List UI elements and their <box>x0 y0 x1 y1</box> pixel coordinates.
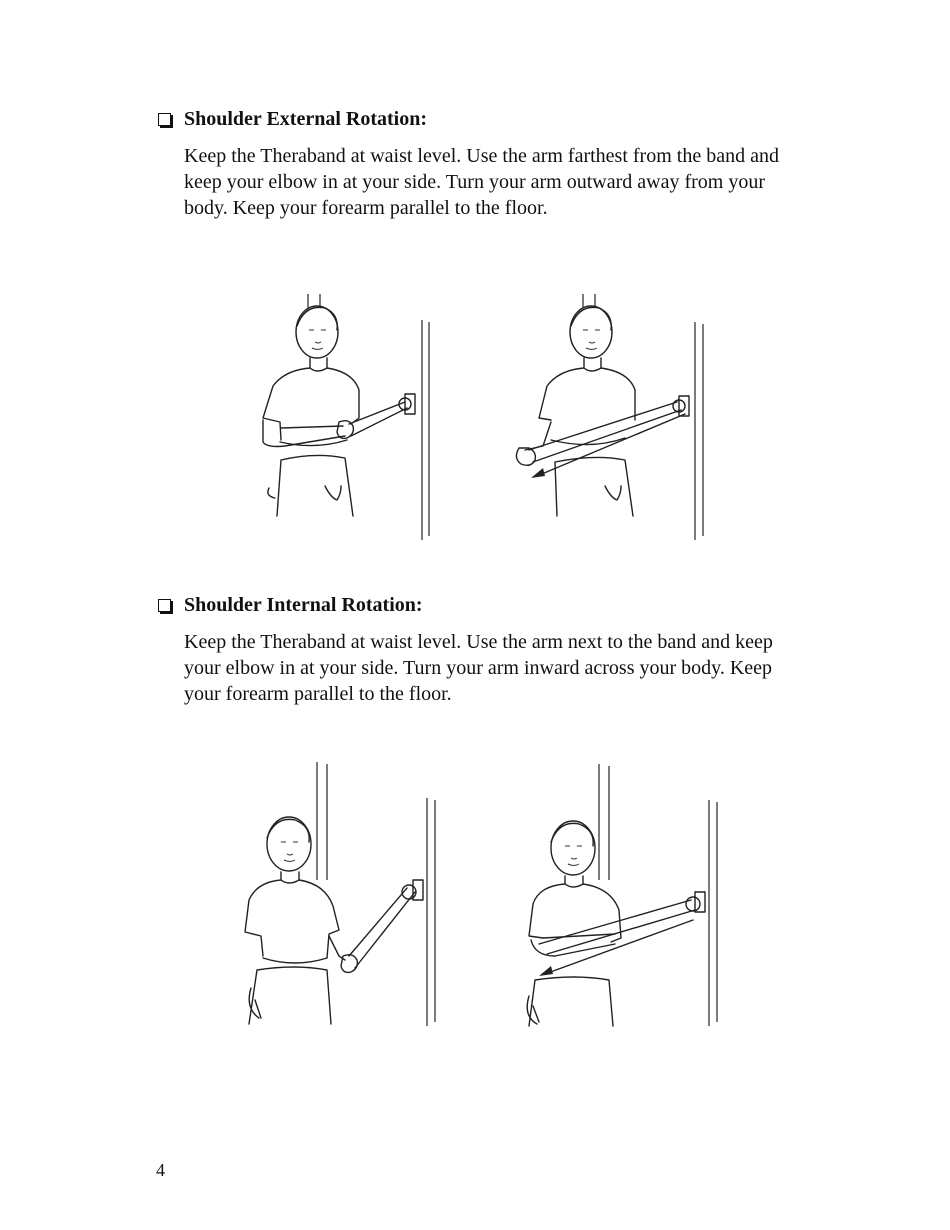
page-number: 4 <box>156 1160 165 1180</box>
section-title: Shoulder Internal Rotation: <box>184 594 423 616</box>
figure-external-rotation-start <box>255 290 445 545</box>
checkbox-icon[interactable] <box>158 599 171 612</box>
section-instructions: Keep the Theraband at waist level. Use the arm next to the band and keep your elbow in at your side. Turn your arm inward across your body. Keep your forearm parallel to the floor. <box>184 631 773 705</box>
section-heading-external-rotation <box>158 107 427 131</box>
figure-external-rotation-end <box>505 290 715 545</box>
figure-internal-rotation-start <box>235 760 445 1030</box>
checkbox-icon[interactable] <box>158 113 171 126</box>
figure-internal-rotation-end <box>515 760 725 1030</box>
section-heading-internal-rotation <box>158 593 423 617</box>
section-title: Shoulder External Rotation: <box>184 108 427 130</box>
section-instructions: Keep the Theraband at waist level. Use the arm farthest from the band and keep your elbow in at your side. Turn your arm outward away from your body. Keep your forearm parallel to the floor. <box>184 145 779 219</box>
